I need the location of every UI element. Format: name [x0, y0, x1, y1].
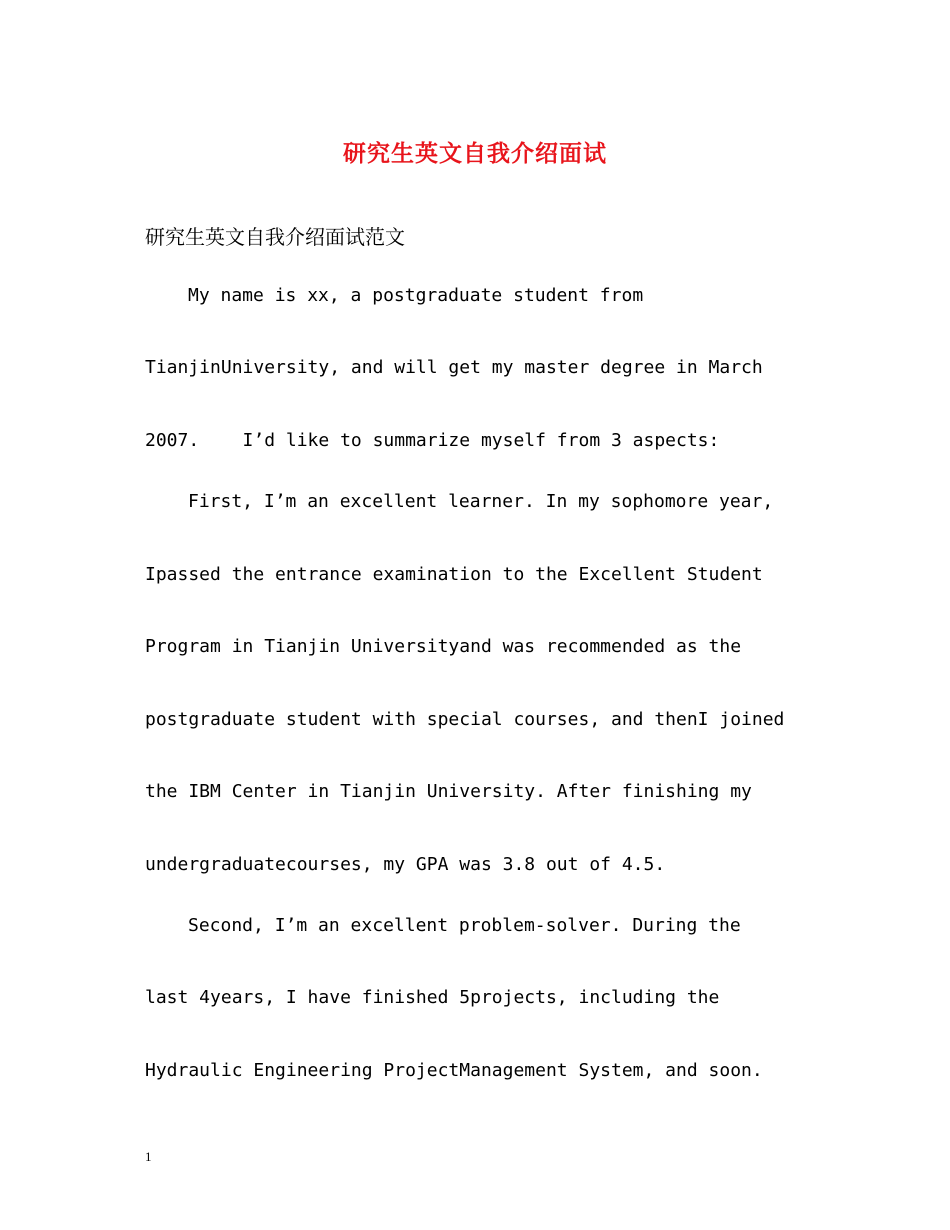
- body-line-3: 2007. I’d like to summarize myself from 3 aspects:: [145, 430, 720, 451]
- body-line-8: the IBM Center in Tianjin University. After finishing my: [145, 781, 752, 802]
- body-line-2: TianjinUniversity, and will get my master degree in March: [145, 357, 763, 378]
- body-line-5: Ipassed the entrance examination to the Excellent Student: [145, 564, 763, 585]
- body-line-4: First, I’m an excellent learner. In my sophomore year,: [188, 491, 774, 512]
- body-line-1: My name is xx, a postgraduate student from: [188, 285, 644, 306]
- body-line-12: Hydraulic Engineering ProjectManagement System, and soon.: [145, 1060, 763, 1081]
- body-line-11: last 4years, I have finished 5projects, including the: [145, 987, 720, 1008]
- body-line-6: Program in Tianjin Universityand was recommended as the: [145, 636, 742, 657]
- document-title: 研究生英文自我介绍面试: [343, 140, 607, 167]
- document-subtitle: 研究生英文自我介绍面试范文: [145, 225, 405, 249]
- body-line-9: undergraduatecourses, my GPA was 3.8 out of 4.5.: [145, 854, 666, 875]
- body-line-10: Second, I’m an excellent problem-solver. During the: [188, 915, 741, 936]
- page-number: 1: [145, 1149, 152, 1164]
- body-line-7: postgraduate student with special courses, and thenI joined: [145, 709, 785, 730]
